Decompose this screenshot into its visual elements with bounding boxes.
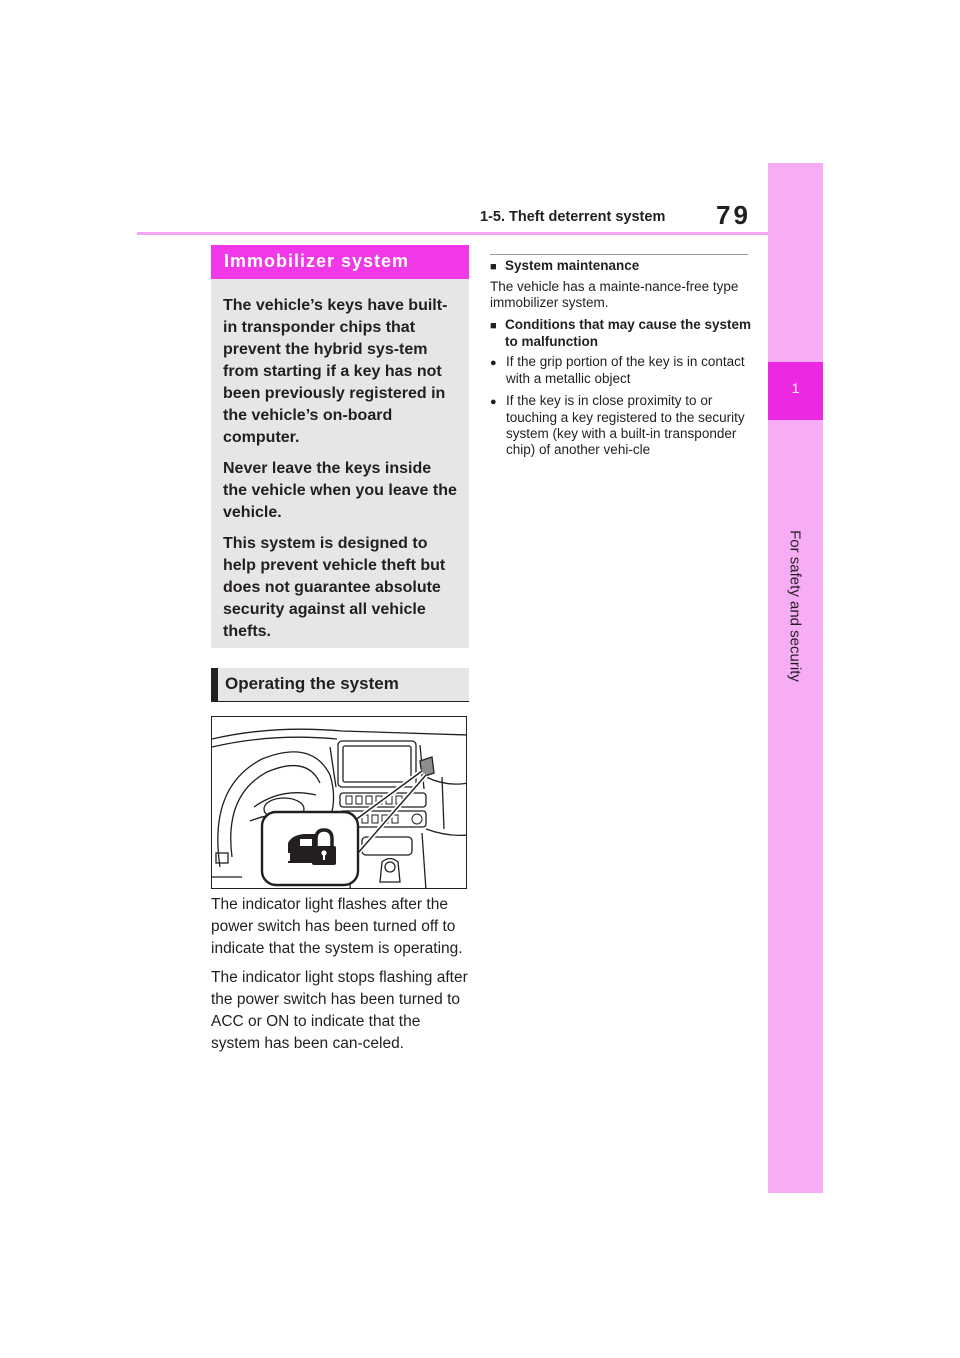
right-column-rule [490, 254, 748, 255]
right-column [490, 258, 752, 464]
dashboard-drawing [212, 717, 467, 889]
intro-paragraph: This system is designed to help prevent vehicle theft but does not guarantee absolute security against all vehicle thefts. [223, 535, 446, 640]
list-item-text: If the grip portion of the key is in contact with a metallic object [506, 354, 745, 386]
body-paragraph: The indicator light flashes after the power switch has been turned off to indicate that the system is operating. [211, 896, 463, 957]
conditions-heading [490, 317, 752, 350]
section-title: 1-5. Theft deterrent system [480, 209, 666, 225]
section-heading-text: Operating the system [225, 674, 399, 693]
dashboard-illustration [211, 716, 467, 889]
bullet-icon: ● [490, 396, 497, 408]
operating-body-text [211, 894, 469, 1062]
maintenance-text: The vehicle has a mainte-nance-free type immobilizer system. [490, 279, 739, 310]
bullet-icon: ● [490, 357, 497, 369]
list-item [490, 393, 752, 458]
body-paragraph: The indicator light stops flashing after the power switch has been turned to ACC or ON to indicate that the system has been can-celed. [211, 969, 468, 1052]
header-rule [137, 232, 768, 235]
page-number: 79 [716, 200, 751, 230]
section-heading-immobilizer [211, 245, 469, 279]
conditions-heading-text: Conditions that may cause the system to malfunction [505, 317, 752, 349]
list-item-text: If the key is in close proximity to or touching a key registered to the security system (key with a built-in transponder chip) of another vehi-cle [506, 393, 745, 457]
maintenance-heading-text: System maintenance [505, 258, 640, 273]
chapter-title-text: For safety and security [786, 530, 804, 682]
intro-paragraph: Never leave the keys inside the vehicle when you leave the vehicle. [223, 460, 457, 521]
heading-bar [211, 668, 218, 702]
intro-box [211, 279, 469, 648]
chapter-number: 1 [791, 380, 800, 396]
square-marker-icon: ■ [490, 261, 497, 273]
section-heading-operating [211, 668, 469, 702]
maintenance-heading [490, 258, 752, 275]
section-heading-text: Immobilizer system [224, 251, 410, 271]
square-marker-icon: ■ [490, 320, 497, 332]
list-item [490, 354, 752, 387]
intro-paragraph: The vehicle’s keys have built-in transponder chips that prevent the hybrid sys-tem from starting if a key has not been previously registered in the vehicle’s on-board computer. [223, 297, 448, 446]
